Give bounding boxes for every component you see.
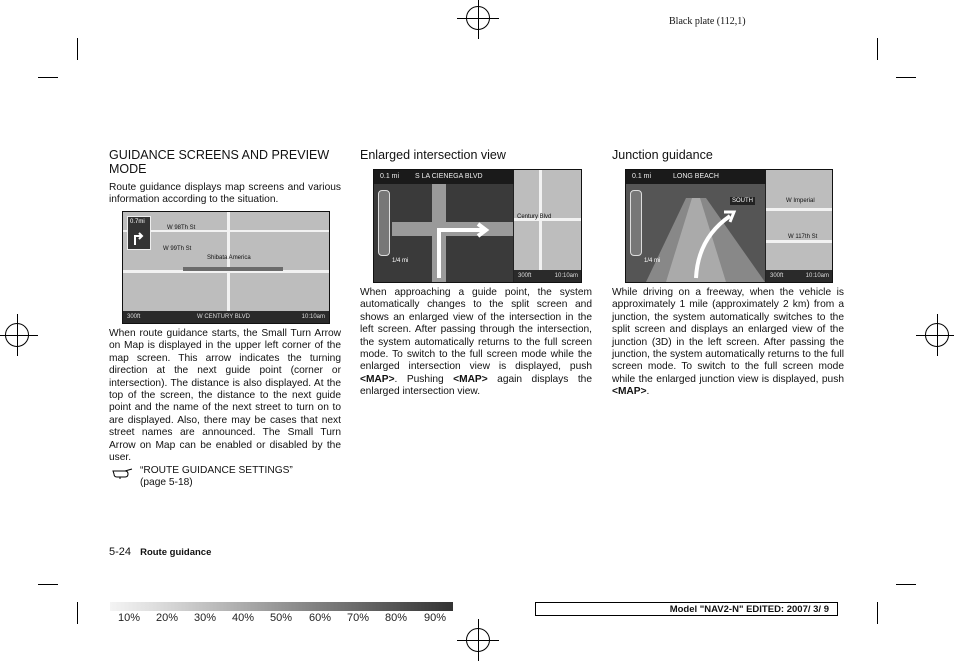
split-status-bar — [766, 270, 832, 282]
registration-mark-right — [925, 323, 949, 347]
map-road — [227, 212, 230, 311]
map-road — [766, 208, 832, 211]
registration-mark-bottom — [466, 628, 490, 652]
distance-gauge — [378, 190, 390, 256]
junction-road — [626, 198, 765, 282]
column-1 — [109, 148, 341, 207]
gray-scale-label: 50% — [270, 612, 293, 624]
body-text: When approaching a guide point, the system automatically changes to the split screen and shows an enlarged view of the intersection in the left screen. After passing through the intersection, the system automatically returns to the full screen mode. To switch to the full screen mode while the enlarged intersection view is displayed, push — [360, 287, 592, 373]
map-status-bar — [123, 311, 329, 323]
current-street: W CENTURY BLVD — [197, 314, 251, 320]
clock: 10:10am — [301, 314, 325, 320]
reference-page: (page 5-18) — [140, 477, 193, 489]
registration-mark-left — [5, 323, 29, 347]
map-area — [123, 212, 329, 311]
map-road — [123, 230, 329, 232]
intersection-view-screenshot — [373, 169, 582, 283]
map-button-label: <MAP> — [360, 373, 395, 385]
next-street: LONG BEACH — [673, 173, 719, 180]
gray-scale-label: 30% — [194, 612, 217, 624]
gray-scale-label: 70% — [347, 612, 370, 624]
reference-title: “ROUTE GUIDANCE SETTINGS” — [140, 465, 293, 476]
intro-paragraph: Route guidance displays map screens and various information according to the situation. — [109, 182, 341, 206]
guide-distance: 0.1 mi — [380, 173, 400, 180]
map-street-label: Century Blvd — [517, 214, 552, 220]
crop-mark — [896, 584, 916, 585]
map-street-label: W 98Th St — [167, 225, 196, 231]
gray-scale-strip — [110, 602, 453, 611]
crop-mark — [38, 584, 58, 585]
freeway-sign: SOUTH — [732, 198, 753, 204]
turn-arrow-box — [127, 216, 151, 250]
distance-gauge — [630, 190, 642, 256]
gray-scale-label: 60% — [309, 612, 332, 624]
scale-label: 300ft — [127, 314, 141, 320]
guide-distance: 0.7mi — [130, 219, 145, 225]
body-text: . Pushing — [394, 373, 454, 385]
crop-mark — [77, 602, 78, 624]
section-heading: Junction guidance — [612, 148, 713, 162]
scale-label: 1/4 mi — [644, 258, 661, 264]
clock: 10:10am — [554, 273, 578, 279]
body-text: While driving on a freeway, when the vehicle is approximately 1 mile (approximately 2 km) from a junction, the system automatically switches to the split screen and displays an enlarged view of the junction (3D) in the left screen. After passing the junction, the system automatically returns to the full screen mode. To switch to the full screen mode while the enlarged junction view is displayed, push — [612, 287, 844, 385]
gray-scale-label: 40% — [232, 612, 255, 624]
map-street-label: W 117th St — [788, 234, 818, 240]
page-number: 5-24 — [109, 546, 132, 558]
scale-label: 300ft — [770, 273, 784, 279]
turn-arrow-icon — [414, 210, 494, 280]
split-status-bar — [514, 270, 581, 282]
map-place-label: Shibata America — [207, 255, 251, 261]
section-name: Route guidance — [140, 547, 212, 558]
gray-scale-label: 10% — [118, 612, 141, 624]
crop-mark — [38, 77, 58, 78]
scale-label: 300ft — [518, 273, 532, 279]
turn-arrow-icon — [131, 230, 147, 246]
model-edit-box: Model "NAV2-N" EDITED: 2007/ 3/ 9 — [535, 602, 838, 616]
intersection-description — [360, 287, 592, 399]
junction-view-screenshot — [625, 169, 833, 283]
gray-scale-label: 90% — [424, 612, 447, 624]
body-text: . — [646, 386, 650, 398]
gray-scale-label: 20% — [156, 612, 179, 624]
gray-scale-label: 80% — [385, 612, 408, 624]
guidance-map-screenshot — [122, 211, 330, 324]
next-street: S LA CIENEGA BLVD — [415, 173, 483, 180]
split-map — [766, 170, 832, 270]
hand-pointer-icon — [112, 465, 134, 479]
guidance-description: When route guidance starts, the Small Turn Arrow on Map is displayed in the upper left corner of the map screen. This arrow indicates the turning direction at the next guide point (corner or intersection). The distance is also displayed. At the top of the screen, the distance to the next guide point and the name of the next street to turn on to are displayed. Also, there may be cases that next street names are announced. The Small Turn Arrow on Map can be enabled or disabled by the user. — [109, 328, 341, 464]
plate-label: Black plate (112,1) — [669, 16, 746, 27]
map-button-label: <MAP> — [612, 386, 647, 398]
scale-label: 1/4 mi — [392, 258, 409, 264]
page-footer — [109, 546, 211, 558]
section-heading: GUIDANCE SCREENS AND PREVIEW MODE — [109, 148, 330, 176]
body-text: again displays the enlarged intersection view. — [360, 373, 592, 398]
map-street-label: W Imperial — [786, 198, 815, 204]
crop-mark — [896, 77, 916, 78]
crop-mark — [877, 38, 878, 60]
junction-description — [612, 287, 844, 399]
map-road — [766, 240, 832, 243]
crop-mark — [877, 602, 878, 624]
reference-note — [112, 465, 342, 490]
map-button-label: <MAP> — [453, 373, 488, 385]
route-line — [183, 267, 283, 271]
guide-distance: 0.1 mi — [632, 173, 652, 180]
map-street-label: W 99Th St — [163, 246, 192, 252]
crop-mark — [77, 38, 78, 60]
section-heading: Enlarged intersection view — [360, 148, 506, 162]
clock: 10:10am — [805, 273, 829, 279]
registration-mark-top — [466, 6, 490, 30]
